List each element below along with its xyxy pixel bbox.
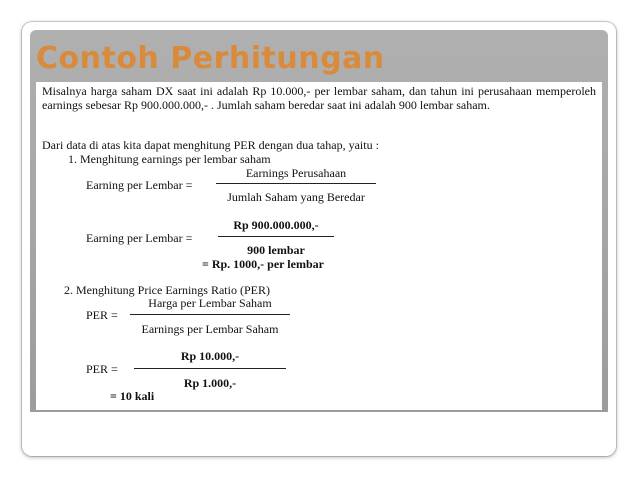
step1-calc-numerator: Rp 900.000.000,-	[233, 218, 319, 232]
step2-calc-lhs: PER =	[86, 362, 118, 376]
step2-formula-divider	[130, 314, 290, 315]
step2-calc-divider	[134, 368, 286, 369]
step1-calc-divider	[218, 236, 334, 237]
step1-formula-divider	[216, 183, 376, 184]
step2-heading: 2. Menghitung Price Earnings Ratio (PER)	[64, 283, 270, 297]
lead-sentence: Dari data di atas kita dapat menghitung PER dengan dua tahap, yaitu :	[42, 138, 379, 152]
slide-title: Contoh Perhitungan	[36, 41, 385, 76]
step1-heading: 1. Menghitung earnings per lembar saham	[68, 152, 271, 166]
slide-content	[36, 82, 602, 410]
step2-formula-lhs: PER =	[86, 308, 118, 322]
step1-formula-lhs: Earning per Lembar =	[86, 178, 193, 192]
step2-calc-denominator: Rp 1.000,-	[183, 376, 237, 390]
step1-calc-lhs: Earning per Lembar =	[86, 231, 193, 245]
step1-formula-numerator: Earnings Perusahaan	[245, 166, 347, 180]
step2-formula-numerator: Harga per Lembar Saham	[148, 296, 272, 310]
intro-paragraph: Misalnya harga saham DX saat ini adalah Rp 10.000,- per lembar saham, dan tahun ini perusahaan memperoleh earnings sebesar Rp 900.000.000,- . Jumlah saham beredar saat ini adalah 900 lembar saham.	[42, 84, 596, 112]
step2-result: = 10 kali	[110, 389, 155, 403]
step2-calc-numerator: Rp 10.000,-	[180, 349, 240, 363]
step1-formula-denominator: Jumlah Saham yang Beredar	[227, 190, 365, 204]
step1-result: = Rp. 1000,- per lembar	[202, 257, 324, 271]
step1-calc-denominator: 900 lembar	[247, 243, 305, 257]
step2-formula-denominator: Earnings per Lembar Saham	[141, 322, 279, 336]
